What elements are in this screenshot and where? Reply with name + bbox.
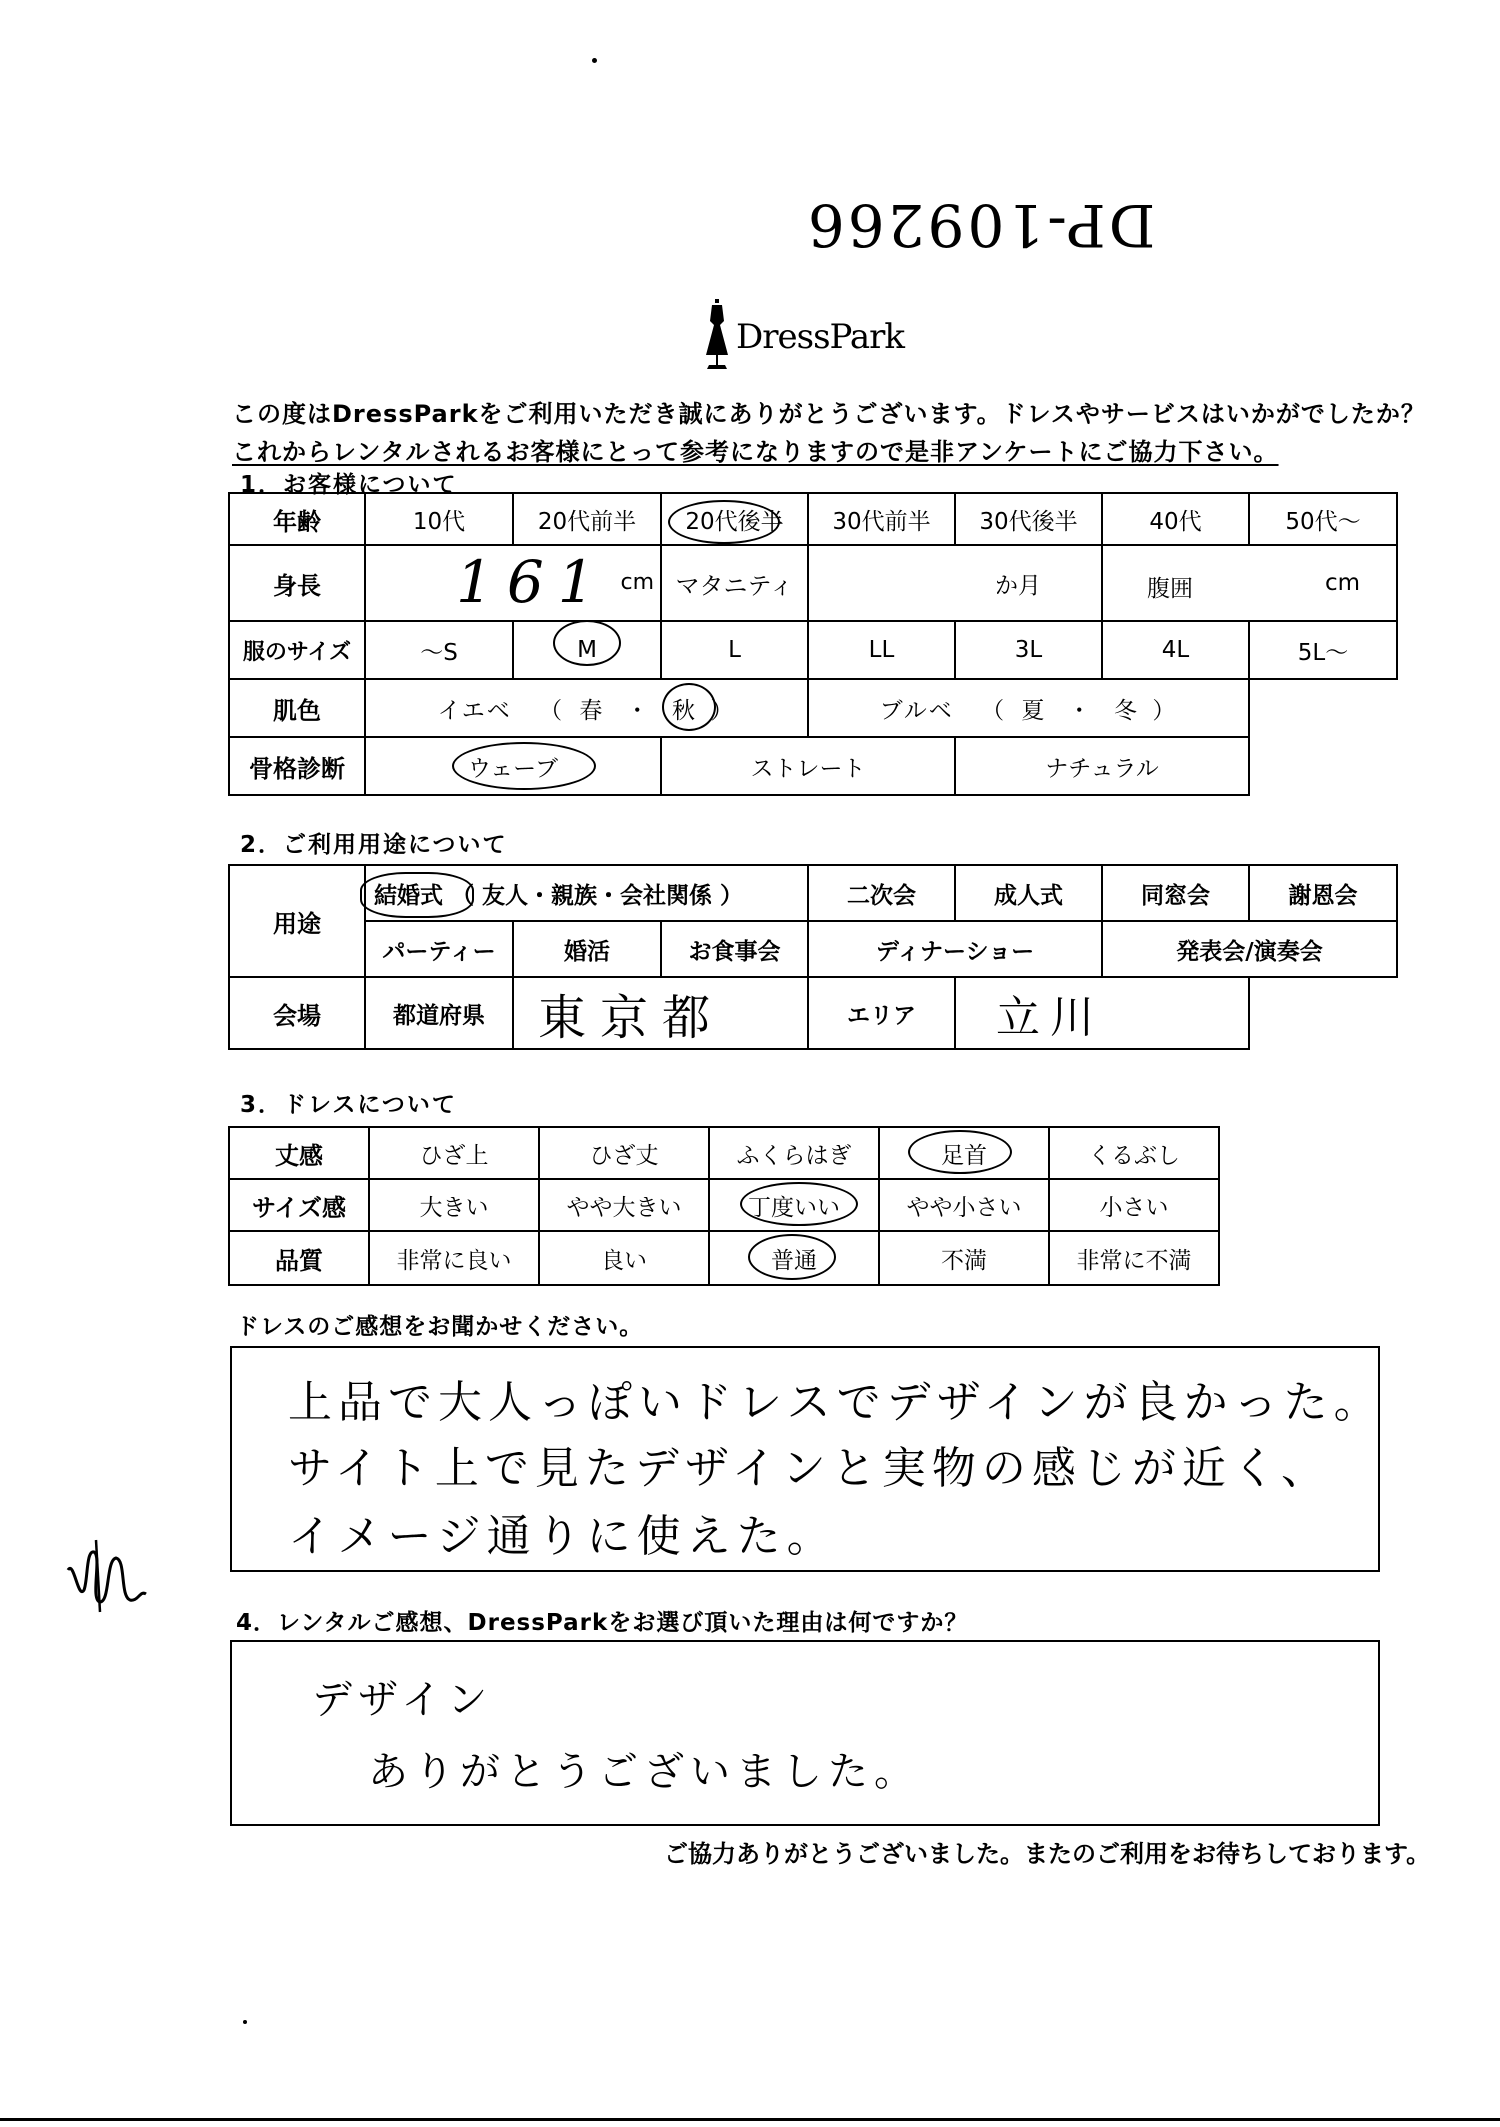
age-option[interactable]: 30代前半	[808, 493, 955, 545]
paren: （	[981, 697, 1007, 724]
size-option[interactable]: LL	[808, 621, 955, 679]
dress-rating-table	[228, 1126, 1220, 1286]
speck	[243, 2020, 247, 2024]
yellow-base-cell[interactable]	[365, 679, 808, 737]
purpose-option[interactable]: パーティー	[365, 921, 513, 977]
summer-option[interactable]: 夏	[1021, 697, 1047, 724]
quality-option[interactable]: 不満	[879, 1231, 1049, 1285]
spring-option[interactable]: 春	[579, 697, 605, 724]
size-option[interactable]: ～S	[365, 621, 513, 679]
reason-line: デザイン	[312, 1677, 494, 1723]
height-value: 161	[456, 548, 609, 616]
closing-message: ご協力ありがとうございました。またのご利用をお待ちしております。	[664, 1840, 1431, 1868]
paren: ）	[710, 697, 736, 724]
age-option-selected[interactable]: 20代後半	[661, 493, 808, 545]
area-label: エリア	[808, 977, 955, 1049]
height-cell[interactable]	[365, 545, 661, 621]
venue-label: 会場	[229, 977, 365, 1049]
purpose-option[interactable]: 同窓会	[1102, 865, 1249, 921]
quality-label: 品質	[229, 1231, 369, 1285]
purpose-option[interactable]: お食事会	[661, 921, 808, 977]
size-label: 服のサイズ	[229, 621, 365, 679]
purpose-label: 用途	[229, 865, 365, 977]
height-label: 身長	[229, 545, 365, 621]
quality-option[interactable]: 非常に不満	[1049, 1231, 1219, 1285]
height-unit: cm	[620, 570, 654, 595]
age-option[interactable]: 20代前半	[513, 493, 661, 545]
customer-info-table	[228, 492, 1398, 796]
blank-area	[1251, 689, 1401, 809]
document-code: DP-109266	[804, 191, 1156, 259]
purpose-option[interactable]: 婚活	[513, 921, 661, 977]
skeleton-option[interactable]: ストレート	[661, 737, 955, 795]
speck	[592, 58, 597, 63]
section-3-title: 3．ドレスについて	[240, 1092, 457, 1118]
blue-base: ブルベ	[879, 697, 954, 724]
skin-label: 肌色	[229, 679, 365, 737]
logo-text: DressPark	[736, 317, 905, 357]
size-option[interactable]: 5L～	[1249, 621, 1397, 679]
paren: ）	[1152, 697, 1178, 724]
purpose-option[interactable]: 発表会/演奏会	[1102, 921, 1397, 977]
skeleton-option[interactable]: ナチュラル	[955, 737, 1249, 795]
maternity-months-cell[interactable]	[808, 545, 1102, 621]
size-option-selected[interactable]: M	[513, 621, 661, 679]
intro-line-2: これからレンタルされるお客様にとって参考になりますので是非アンケートにご協力下さい。	[232, 438, 1279, 466]
size-option[interactable]: 3L	[955, 621, 1102, 679]
waist-cell[interactable]	[1102, 545, 1397, 621]
wedding-option-selected[interactable]: 結婚式	[374, 882, 443, 909]
purpose-option[interactable]: 謝恩会	[1249, 865, 1397, 921]
section-2-title: 2．ご利用用途について	[240, 832, 508, 858]
bottom-rule	[0, 2118, 1500, 2121]
impressions-title: ドレスのご感想をお聞かせください。	[236, 1314, 644, 1340]
fit-option-selected[interactable]: 丁度いい	[709, 1179, 879, 1231]
fit-option[interactable]: やや小さい	[879, 1179, 1049, 1231]
length-option[interactable]: ひざ上	[369, 1127, 539, 1179]
purpose-option[interactable]: ディナーショー	[808, 921, 1102, 977]
purpose-option[interactable]: 二次会	[808, 865, 955, 921]
length-option-selected[interactable]: 足首	[879, 1127, 1049, 1179]
area-value[interactable]: 立川	[955, 977, 1249, 1049]
paren: （	[539, 697, 565, 724]
size-option[interactable]: 4L	[1102, 621, 1249, 679]
intro-line-1: この度はDressParkをご利用いただき誠にありがとうございます。ドレスやサービスはいかがでしたか？	[232, 400, 1426, 428]
fit-option[interactable]: やや大きい	[539, 1179, 709, 1231]
impression-line: イメージ通りに使えた。	[288, 1511, 837, 1562]
length-option[interactable]: ふくらはぎ	[709, 1127, 879, 1179]
age-option[interactable]: 10代	[365, 493, 513, 545]
quality-option[interactable]: 非常に良い	[369, 1231, 539, 1285]
age-label: 年齢	[229, 493, 365, 545]
dress-icon	[700, 295, 734, 375]
age-option[interactable]: 50代～	[1249, 493, 1397, 545]
size-option[interactable]: L	[661, 621, 808, 679]
skeleton-label: 骨格診断	[229, 737, 365, 795]
maternity-label: マタニティ	[661, 545, 808, 621]
prefecture-label: 都道府県	[365, 977, 513, 1049]
fit-option[interactable]: 小さい	[1049, 1179, 1219, 1231]
impression-line: 上品で大人っぽいドレスでデザインが良かった。	[288, 1377, 1384, 1428]
fit-option[interactable]: 大きい	[369, 1179, 539, 1231]
usage-table	[228, 864, 1398, 1050]
reason-line: ありがとうございました。	[368, 1749, 920, 1795]
months-unit: か月	[995, 572, 1041, 599]
section-1-title: 1．お客様について	[240, 472, 458, 498]
fit-label: サイズ感	[229, 1179, 369, 1231]
winter-option[interactable]: 冬	[1114, 697, 1140, 724]
autumn-option[interactable]: 秋	[672, 697, 698, 724]
prefecture-value[interactable]: 東京都	[513, 977, 808, 1049]
age-option[interactable]: 30代後半	[955, 493, 1102, 545]
yellow-base: イエベ	[437, 697, 512, 724]
quality-option[interactable]: 良い	[539, 1231, 709, 1285]
waist-label: 腹囲	[1147, 576, 1193, 602]
purpose-option[interactable]: 成人式	[955, 865, 1102, 921]
blue-base-cell[interactable]	[808, 679, 1249, 737]
separator: ・	[1067, 697, 1093, 724]
separator: ・	[625, 697, 651, 724]
length-option[interactable]: ひざ丈	[539, 1127, 709, 1179]
skeleton-option-selected[interactable]: ウェーブ	[365, 737, 661, 795]
waist-unit: cm	[1324, 570, 1360, 596]
margin-scribble-icon	[60, 1530, 150, 1620]
wedding-detail: （ 友人・親族・会社関係 ）	[451, 882, 744, 909]
dresspark-logo	[700, 295, 930, 375]
impression-line: サイト上で見たデザインと実物の感じが近く、	[288, 1443, 1331, 1494]
section-4-title: 4．レンタルご感想、DressParkをお選び頂いた理由は何ですか？	[236, 1610, 969, 1636]
wedding-cell[interactable]	[365, 865, 808, 921]
quality-option-selected[interactable]: 普通	[709, 1231, 879, 1285]
length-option[interactable]: くるぶし	[1049, 1127, 1219, 1179]
age-option[interactable]: 40代	[1102, 493, 1249, 545]
length-label: 丈感	[229, 1127, 369, 1179]
blank-area	[1251, 980, 1401, 1060]
